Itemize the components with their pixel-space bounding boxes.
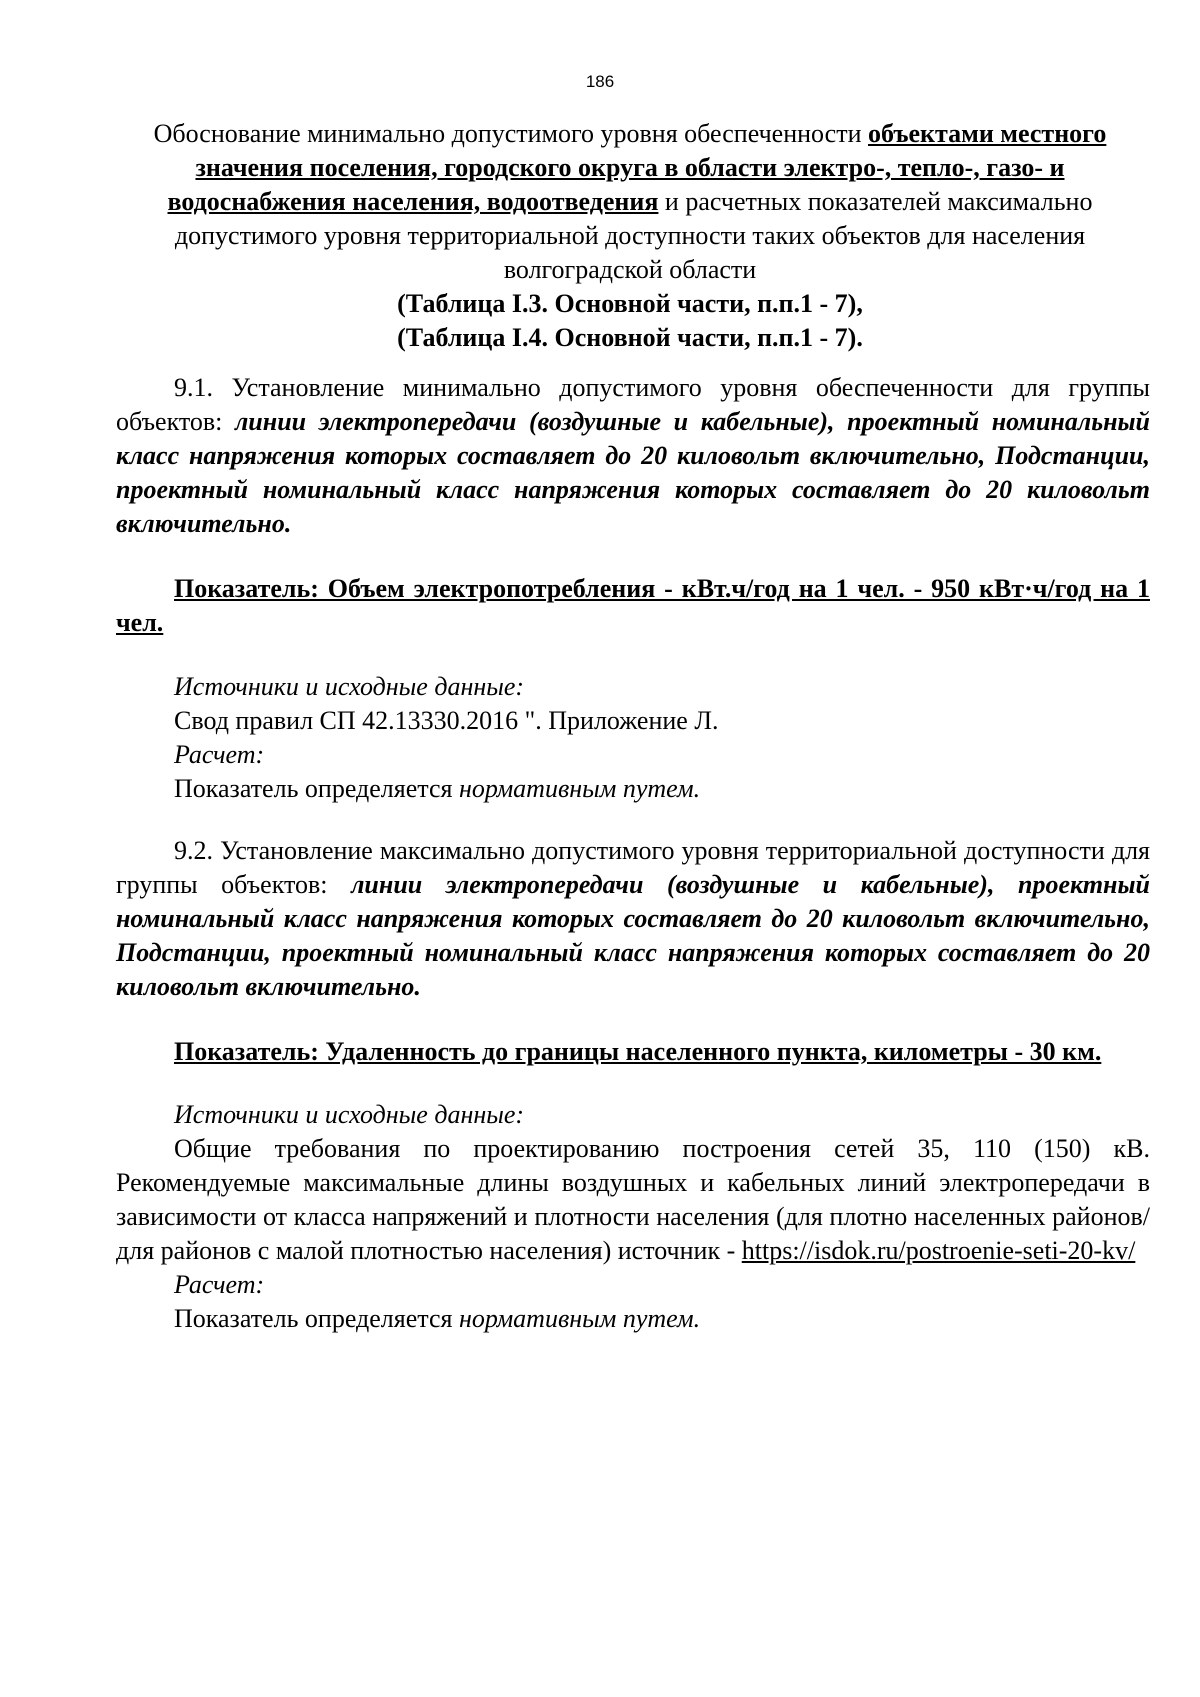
- section-9-2: [116, 834, 1150, 1004]
- calc-label-1: Расчет:: [174, 740, 265, 769]
- sources-text-1: Свод правил СП 42.13330.2016 ". Приложение Л.: [174, 706, 719, 735]
- heading-text: Обоснование минимально допустимого уровня обеспеченности: [153, 119, 868, 148]
- section-9-1-objects: линии электропередачи (воздушные и кабельные), проектный номинальный класс напряжения которых составляет до 20 киловольт включительно, Подстанции, проектный номинальный класс напряжения которых составляет до 20 киловольт включительно.: [116, 407, 1151, 538]
- calc-text-1: Показатель определяется: [174, 774, 459, 803]
- calc-line-2: [116, 1302, 1150, 1336]
- calc-method-1: нормативным путем.: [458, 774, 701, 803]
- source-link[interactable]: https://isdok.ru/postroenie-seti-20-kv/: [741, 1236, 1136, 1265]
- calc-method-2: нормативным путем.: [458, 1304, 701, 1333]
- sources-label-1: Источники и исходные данные:: [174, 672, 525, 701]
- calc-line-1: [116, 772, 1150, 806]
- sources-text-2-para: [116, 1132, 1150, 1268]
- section-9-2-intro: 9.2. Установление максимально допустимого уровня территориальной доступности для группы объектов:: [116, 836, 1150, 899]
- indicator-1: Показатель: Объем электропотребления - кВт.ч/год на 1 чел. - 950 кВт·ч/год на 1 чел.: [116, 574, 1150, 637]
- sources-block-1: [116, 670, 1150, 806]
- section-9-1-intro: 9.1. Установление минимально допустимого уровня обеспеченности для группы объектов:: [116, 373, 1150, 436]
- section-9-1: [116, 371, 1150, 541]
- section-heading: [110, 117, 1150, 355]
- page-number: 186: [585, 72, 615, 91]
- calc-label-2: Расчет:: [174, 1270, 265, 1299]
- table-reference-2: (Таблица I.4. Основной части, п.п.1 - 7).: [397, 323, 863, 352]
- heading-text-cont: и расчетных показателей максимально допустимого уровня территориальной доступности таких объектов для населения волгоградской области: [174, 187, 1093, 284]
- heading-emphasis: объектами местного значения поселения, городского округа в области электро-, тепло-, газо- и водоснабжения населения, водоотведения: [167, 119, 1107, 216]
- indicator-2: Показатель: Удаленность до границы населенного пункта, километры - 30 км.: [174, 1037, 1102, 1066]
- sources-block-2: [116, 1098, 1150, 1336]
- sources-label-2: Источники и исходные данные:: [174, 1100, 525, 1129]
- section-9-2-objects: линии электропередачи (воздушные и кабельные), проектный номинальный класс напряжения которых составляет до 20 киловольт включительно, Подстанции, проектный номинальный класс напряжения которых составляет до 20 киловольт включительно.: [116, 870, 1150, 1001]
- sources-text-2: Общие требования по проектированию построения сетей 35, 110 (150) кВ. Рекомендуемые максимальные длины воздушных и кабельных линий электропередачи в зависимости от класса напряжений и плотности населения (для плотно населенных районов/ для районов с малой плотностью населения) источник -: [116, 1134, 1150, 1265]
- table-reference-1: (Таблица I.3. Основной части, п.п.1 - 7),: [397, 289, 863, 318]
- calc-text-2: Показатель определяется: [174, 1304, 459, 1333]
